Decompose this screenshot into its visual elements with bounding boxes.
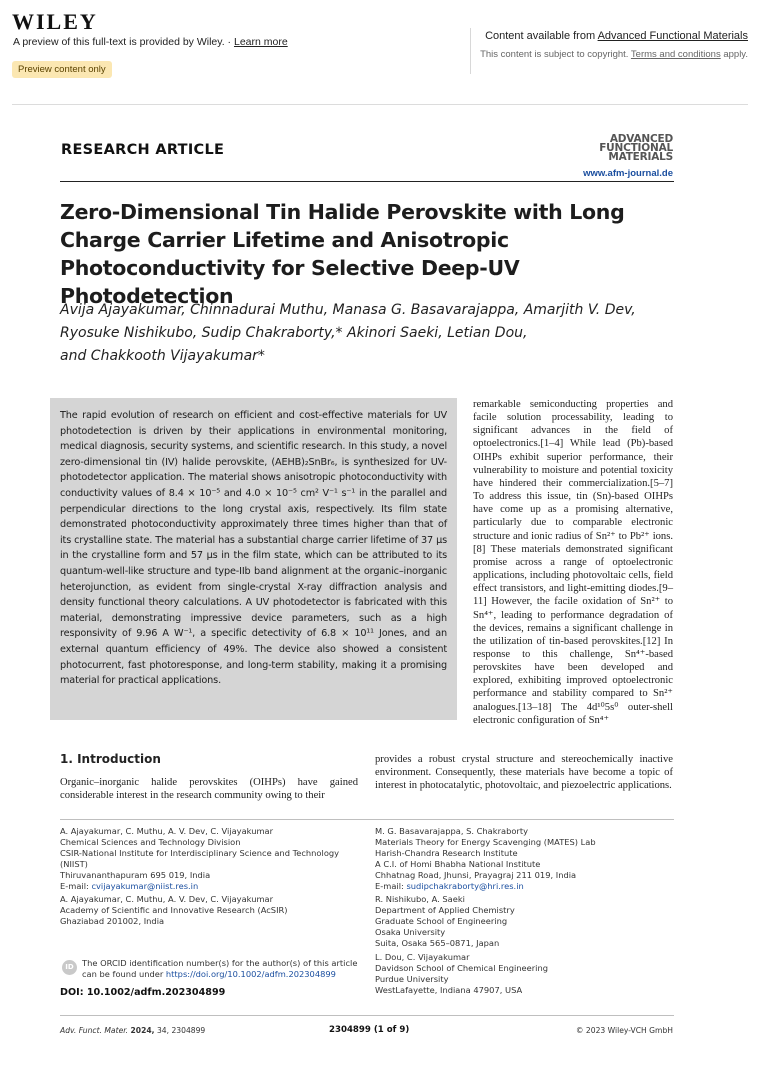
email-line <box>60 881 360 892</box>
abstract-box <box>50 398 457 720</box>
affiliation-line: Chhatnag Road, Jhunsi, Prayagraj 211 019, India <box>375 869 577 880</box>
footer-copyright: © 2023 Wiley-VCH GmbH <box>575 1026 673 1035</box>
article-type: RESEARCH ARTICLE <box>61 142 225 158</box>
affiliation-rule <box>60 819 674 820</box>
affiliation-line: A C.I. of Homi Bhabha National Institute <box>375 858 541 869</box>
header-rule <box>60 181 674 182</box>
affiliation-line: WestLafayette, Indiana 47907, USA <box>375 984 523 995</box>
journal-logo <box>599 135 673 162</box>
affiliation-line: Department of Applied Chemistry <box>375 905 515 916</box>
section-heading: 1. Introduction <box>60 752 161 766</box>
body-paragraph: Organic–inorganic halide perovskites (OIHPs) have gained considerable interest in the research community owing to their <box>60 777 358 802</box>
author-list <box>60 299 660 368</box>
affiliation-line: Ghaziabad 201002, India <box>60 916 165 927</box>
wiley-logo[interactable]: WILEY <box>12 9 98 34</box>
orcid-note <box>60 958 365 984</box>
copyright-notice <box>480 49 748 60</box>
orcid-line-text: can be found under <box>82 968 164 979</box>
orcid-line: The ORCID identification number(s) for the author(s) of this article <box>82 958 358 968</box>
orcid-icon: ID <box>62 960 77 975</box>
banner-separator <box>12 104 748 105</box>
journal-url[interactable]: www.afm-journal.de <box>583 168 673 179</box>
banner-divider <box>470 28 471 74</box>
copyright-apply: apply. <box>723 49 748 60</box>
author-line: and Chakkooth Vijayakumar* <box>60 348 265 364</box>
author-line: Avija Ajayakumar, Chinnadurai Muthu, Manasa G. Basavarajappa, Amarjith V. Dev, <box>60 302 636 318</box>
footer-rule <box>60 1015 674 1016</box>
affiliation-line: A. Ajayakumar, C. Muthu, A. V. Dev, C. Vijayakumar <box>60 894 274 905</box>
content-source-text: Content available from <box>485 30 596 42</box>
email-label: E-mail: <box>375 880 404 891</box>
orcid-line <box>82 969 357 980</box>
body-paragraph: remarkable semiconducting properties and facile solution processability, leading to significant advances in the field of optoelectronics.[1–4] While lead (Pb)-based OIHPs exhibit superior performance, their vulnerability to moisture and potential toxicity have hindered their commercialization.[5–7] To address this issue, tin (Sn)-based OIHPs have come up as a promising alternative, particularly due to comparable electronic structure and ionic radius of Sn²⁺ to Pb²⁺ ions.[8] These materials demonstrated significant promise across a range of optoelectronic applications, including photovoltaic cells, field effect transistors, and light-emitting diodes.[9–11] However, the facile oxidation of Sn²⁺ to Sn⁴⁺, leading to performance degradation of the devices, remains a significant challenge in the utilization of tin-based perovskites.[12] In response to this challenge, Sn⁴⁺-based perovskites have been developed and explored, exhibiting improved optoelectronic performance and stability compared to Sn²⁺ analogues.[13–18] The 4d¹⁰5s⁰ outer-shell electronic configuration of Sn⁴⁺ <box>473 399 673 726</box>
affiliation-line: Thiruvananthapuram 695 019, India <box>60 869 211 880</box>
affiliation-line: Suita, Osaka 565–0871, Japan <box>375 938 500 949</box>
right-column-text <box>473 398 673 727</box>
footer-volume: 34, 2304899 <box>156 1026 206 1035</box>
journal-logo-line: MATERIALS <box>608 151 673 163</box>
affiliation-line: A. Ajayakumar, C. Muthu, A. V. Dev, C. Vijayakumar <box>60 826 274 836</box>
journal-link[interactable]: Advanced Functional Materials <box>597 30 748 42</box>
author-line: Ryosuke Nishikubo, Sudip Chakraborty,* Akinori Saeki, Letian Dou, <box>60 325 528 341</box>
affiliation-line: Purdue University <box>375 973 449 984</box>
affiliation-line: Harish-Chandra Research Institute <box>375 847 518 858</box>
learn-more-link[interactable]: Learn more <box>233 36 288 48</box>
affiliations-right <box>375 826 675 996</box>
preview-notice <box>13 36 288 48</box>
email-line <box>375 881 675 892</box>
affiliation-line: L. Dou, C. Vijayakumar <box>375 951 470 962</box>
email-link[interactable]: sudipchakraborty@hri.res.in <box>406 880 524 891</box>
preview-badge: Preview content only <box>12 61 112 78</box>
affiliation-line: (NIIST) <box>60 858 88 869</box>
preview-notice-text: A preview of this full-text is provided by Wiley. · <box>13 36 232 48</box>
affiliations-left <box>60 826 360 927</box>
affiliation-line: Chemical Sciences and Technology Division <box>60 836 241 847</box>
affiliation-line: Graduate School of Engineering <box>375 916 508 927</box>
journal-logo-line: ADVANCED <box>609 133 673 145</box>
preview-banner <box>0 0 760 110</box>
affiliation-line: Osaka University <box>375 927 446 938</box>
affiliation-line: R. Nishikubo, A. Saeki <box>375 894 465 905</box>
orcid-link[interactable]: https://doi.org/10.1002/adfm.202304899 <box>165 968 336 979</box>
footer-journal: Adv. Funct. Mater. <box>60 1026 129 1035</box>
affiliation-line: CSIR-National Institute for Interdisciplinary Science and Technology <box>60 847 340 858</box>
article-title: Zero-Dimensional Tin Halide Perovskite with Long Charge Carrier Lifetime and Anisotropic Photoconductivity for Selective Deep-UV Photodetection <box>60 200 625 308</box>
email-label: E-mail: <box>60 880 89 891</box>
doi[interactable]: DOI: 10.1002/adfm.202304899 <box>60 987 226 998</box>
page-number: 2304899 (1 of 9) <box>329 1025 410 1035</box>
journal-logo-line: FUNCTIONAL <box>599 142 673 154</box>
affiliation-line: Academy of Scientific and Innovative Research (AcSIR) <box>60 905 288 916</box>
content-source <box>485 30 748 42</box>
affiliation-line: Davidson School of Chemical Engineering <box>375 962 548 973</box>
terms-link[interactable]: Terms and conditions <box>630 49 721 60</box>
affiliation-line: M. G. Basavarajappa, S. Chakraborty <box>375 826 528 836</box>
affiliation-line: Materials Theory for Energy Scavenging (MATES) Lab <box>375 836 596 847</box>
abstract-text: The rapid evolution of research on efficient and cost-effective materials for UV photodetection is driven by their applications in environmental monitoring, medical diagnosis, security systems, and scientific research. In this study, a novel zero-dimensional tin (IV) halide perovskite, (AEHB)₂SnBr₆, is synthesized for UV-photodetector application. The material shows anisotropic photoconductivity with conductivity values of 8.4 × 10⁻⁵ and 4.0 × 10⁻⁵ cm² V⁻¹ s⁻¹ in the parallel and perpendicular directions to the long crystal axis, respectively. Its film state demonstrated photoconductivity approximately three times higher than that of its crystalline state. The material has a substantial charge carrier lifetime of 37 µs in the crystalline form and 57 µs in the film state, which can be attributed to its quantum-well-like structure and type-IIb band alignment at the organic–inorganic heterojunction, as evident from single-crystal X-ray diffraction analysis and density functional theory calculations. A UV photodetector is fabricated with this material, demonstrating impressive device parameters, such as a high responsivity of 9.96 A W⁻¹, a specific detectivity of 6.8 × 10¹¹ Jones, and an external quantum efficiency of 49%. The device also showed a consistent photocurrent, fast photoresponse, and long-term stability, making it a promising material for practical applications. <box>60 410 447 687</box>
email-link[interactable]: cvijayakumar@niist.res.in <box>91 880 199 891</box>
footer-citation <box>60 1026 205 1035</box>
body-paragraph: provides a robust crystal structure and stereochemically inactive environment. Consequently, these materials have become a topic of interest in photocatalytic, photovoltaic, and piezoelectric applications. <box>375 754 673 792</box>
intro-paragraph <box>60 776 358 802</box>
copyright-text: This content is subject to copyright. <box>480 49 629 60</box>
continued-paragraph <box>375 753 673 792</box>
footer-year: 2024, <box>130 1026 155 1035</box>
orcid-text <box>82 958 357 979</box>
